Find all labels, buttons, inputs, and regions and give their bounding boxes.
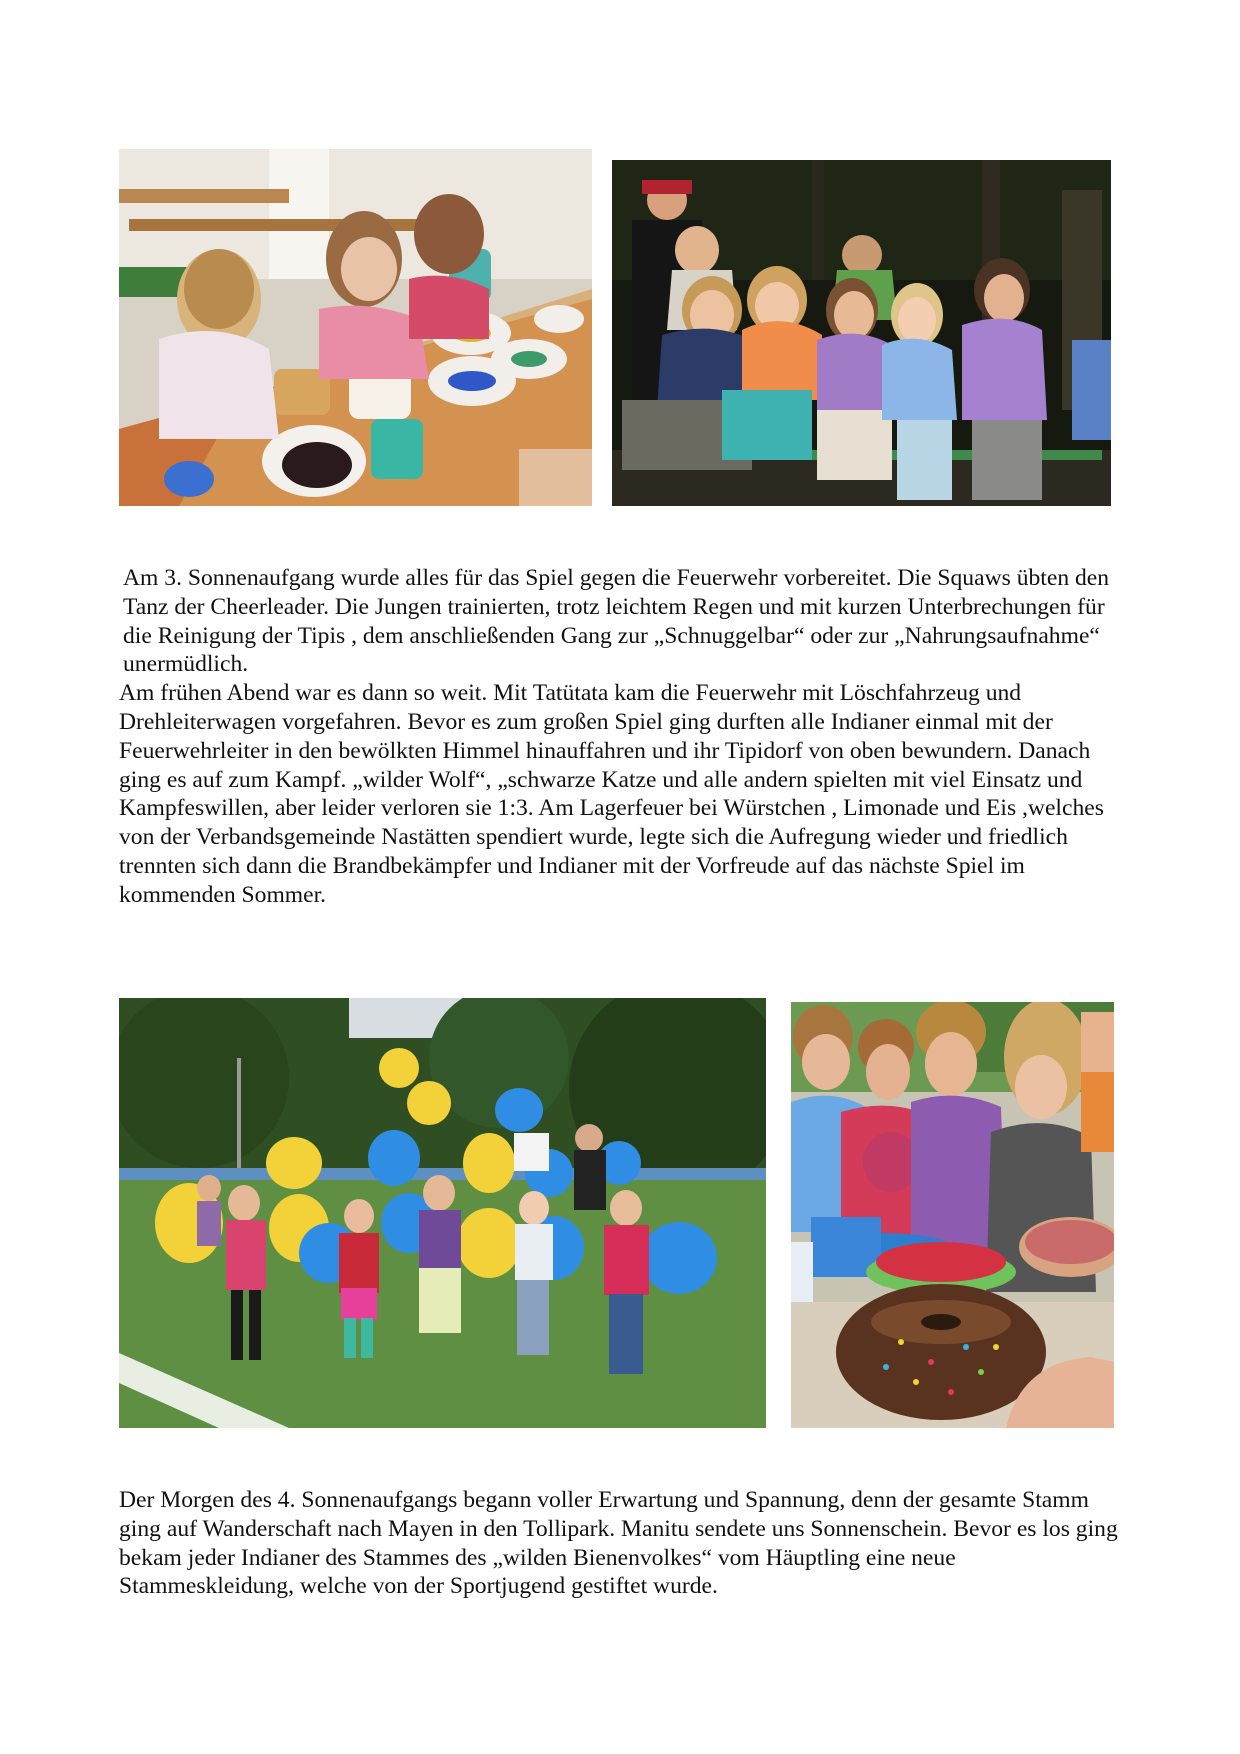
paragraph-third-sunrise: Am 3. Sonnenaufgang wurde alles für das Spiel gegen die Feuerwehr vorbereitet. Die Squaws übten den Tanz der Cheerleader. Die Jungen trainierten, trotz leichtem Regen und mit kurzen Unterbrechungen für die Reinigung der Tipis , dem anschließenden Gang zur „Schnuggelbar“ oder zur „Nahrungsaufnahme“ unermüdlich. bbox=[123, 565, 1110, 678]
photo-cheerleaders-pompoms bbox=[119, 998, 766, 1428]
paragraph-fourth-sunrise: Der Morgen des 4. Sonnenaufgangs begann voller Erwartung und Spannung, denn der gesamte Stamm ging auf Wanderschaft nach Mayen in den Tollipark. Manitu sendete uns Sonnenschein. Bevor es los ging bekam jeder Indianer des Stammes des „wilden Bienenvolkes“ vom Häuptling eine neue Stammeskleidung, welche von der Sportjugend gestiftet wurde. bbox=[119, 1487, 1118, 1600]
article-text-block-1 bbox=[119, 564, 1129, 910]
paragraph-fire-brigade-game: Am frühen Abend war es dann so weit. Mit Tatütata kam die Feuerwehr mit Löschfahrzeug und Drehleiterwagen vorgefahren. Bevor es zum großen Spiel ging durften alle Indianer einmal mit der Feuerwehrleiter in den bewölkten Himmel hinauffahren und ihr Tipidorf von oben bewundern. Danach ging es auf zum Kampf. „wilder Wolf“, „schwarze Katze und alle andern spielten mit viel Einsatz und Kampfeswillen, aber leider verloren sie 1:3. Am Lagerfeuer bei Würstchen , Limonade und Eis ,welches von der Verbandsgemeinde Nastätten spendiert wurde, legte sich die Aufregung wieder und friedlich trennten sich dann die Brandbekämpfer und Indianer mit der Vorfreude auf das nächste Spiel im kommenden Sommer. bbox=[119, 680, 1104, 908]
photo-children-painting bbox=[119, 149, 592, 506]
photo-children-cakes bbox=[791, 1002, 1114, 1428]
photo-children-at-night bbox=[612, 160, 1111, 506]
article-text-block-2 bbox=[119, 1486, 1129, 1601]
